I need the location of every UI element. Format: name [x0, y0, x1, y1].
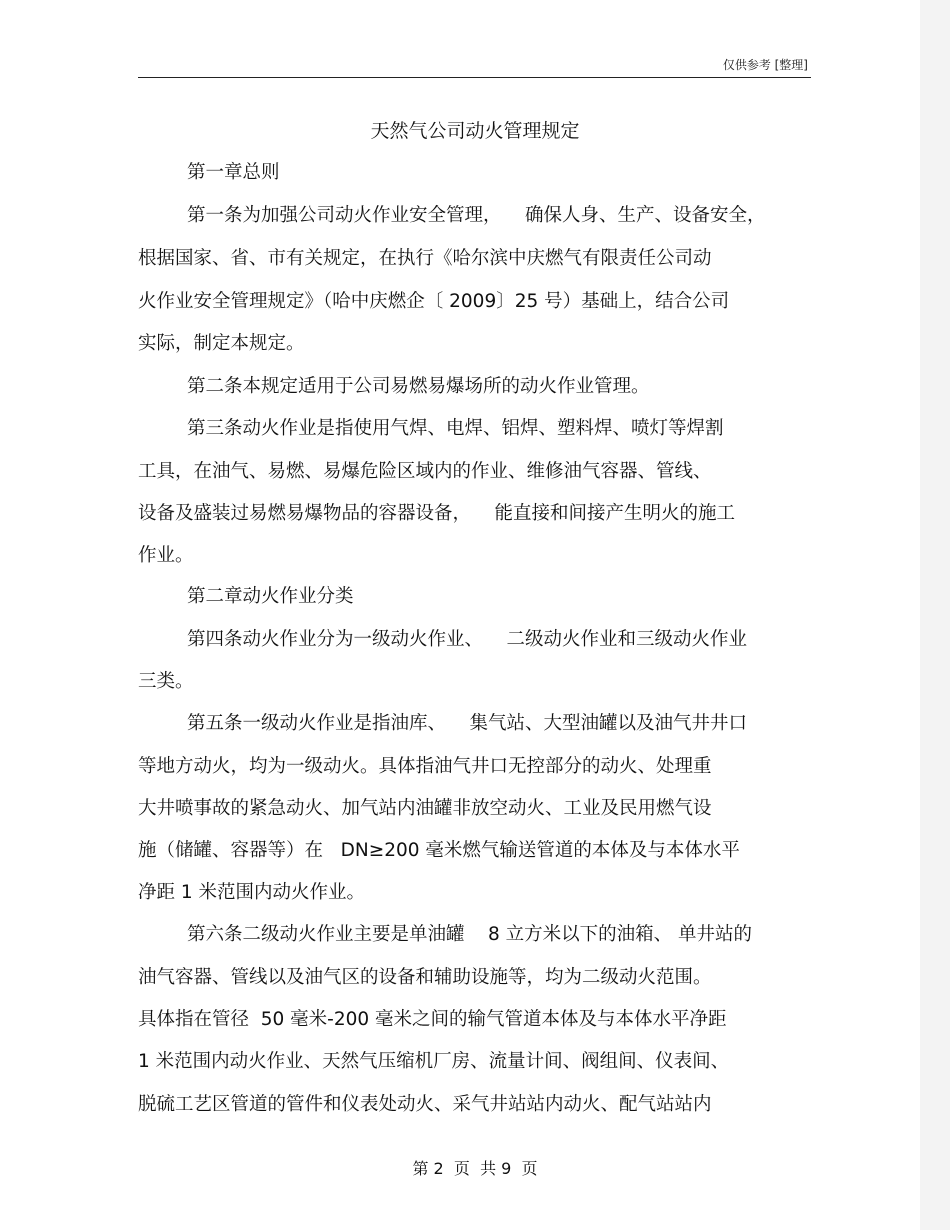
paragraph-line: 脱硫工艺区管道的管件和仪表处动火、采气井站站内动火、配气站站内: [138, 1094, 712, 1115]
paragraph-line: 大井喷事故的紧急动火、加气站内油罐非放空动火、工业及民用燃气设: [138, 798, 712, 819]
paragraph-line: 第六条二级动火作业主要是单油罐 8 立方米以下的油箱、 单井站的: [187, 924, 753, 945]
paragraph-line: 净距 1 米范围内动火作业。: [138, 882, 366, 903]
paragraph-line: 三类。: [138, 671, 194, 692]
paragraph-line: 设备及盛装过易燃易爆物品的容器设备， 能直接和间接产生明火的施工: [138, 503, 736, 524]
paragraph-line: 实际，制定本规定。: [138, 333, 305, 354]
header-note: 仅供参考 [整理]: [722, 58, 808, 72]
paragraph-line: 第四条动火作业分为一级动火作业、 二级动火作业和三级动火作业: [187, 629, 748, 650]
paragraph-line: 工具，在油气、易燃、易爆危险区域内的作业、维修油气容器、管线、: [138, 461, 712, 482]
paragraph-line: 第一条为加强公司动火作业安全管理， 确保人身、生产、设备安全，: [187, 205, 766, 226]
page-footer: 第 2 页 共 9 页: [412, 1159, 538, 1178]
paragraph-line: 第二条本规定适用于公司易燃易爆场所的动火作业管理。: [187, 376, 650, 397]
header-rule: [138, 77, 811, 78]
paragraph-line: 火作业安全管理规定》（哈中庆燃企〔 2009〕25 号）基础上，结合公司: [138, 291, 730, 312]
paragraph-line: 根据国家、省、市有关规定，在执行《哈尔滨中庆燃气有限责任公司动: [138, 248, 712, 269]
paragraph-line: 第三条动火作业是指使用气焊、电焊、铝焊、塑料焊、喷灯等焊割: [187, 418, 724, 439]
paragraph-line: 具体指在管径 50 毫米-200 毫米之间的输气管道本体及与本体水平净距: [138, 1009, 727, 1030]
paragraph-line: 油气容器、管线以及油气区的设备和辅助设施等，均为二级动火范围。: [138, 967, 712, 988]
paragraph-line: 等地方动火，均为一级动火。具体指油气井口无控部分的动火、处理重: [138, 756, 712, 777]
paragraph-line: 作业。: [138, 545, 194, 566]
paragraph-line: 1 米范围内动火作业、天然气压缩机厂房、流量计间、阀组间、仪表间、: [138, 1051, 730, 1072]
paragraph-line: 施（储罐、容器等）在 DN≥200 毫米燃气输送管道的本体及与本体水平: [138, 840, 740, 861]
paragraph-line: 第五条一级动火作业是指油库、 集气站、大型油罐以及油气井井口: [187, 713, 748, 734]
chapter-heading: 第一章总则: [187, 162, 280, 183]
chapter-heading: 第二章动火作业分类: [187, 586, 354, 607]
document-title: 天然气公司动火管理规定: [370, 120, 580, 142]
